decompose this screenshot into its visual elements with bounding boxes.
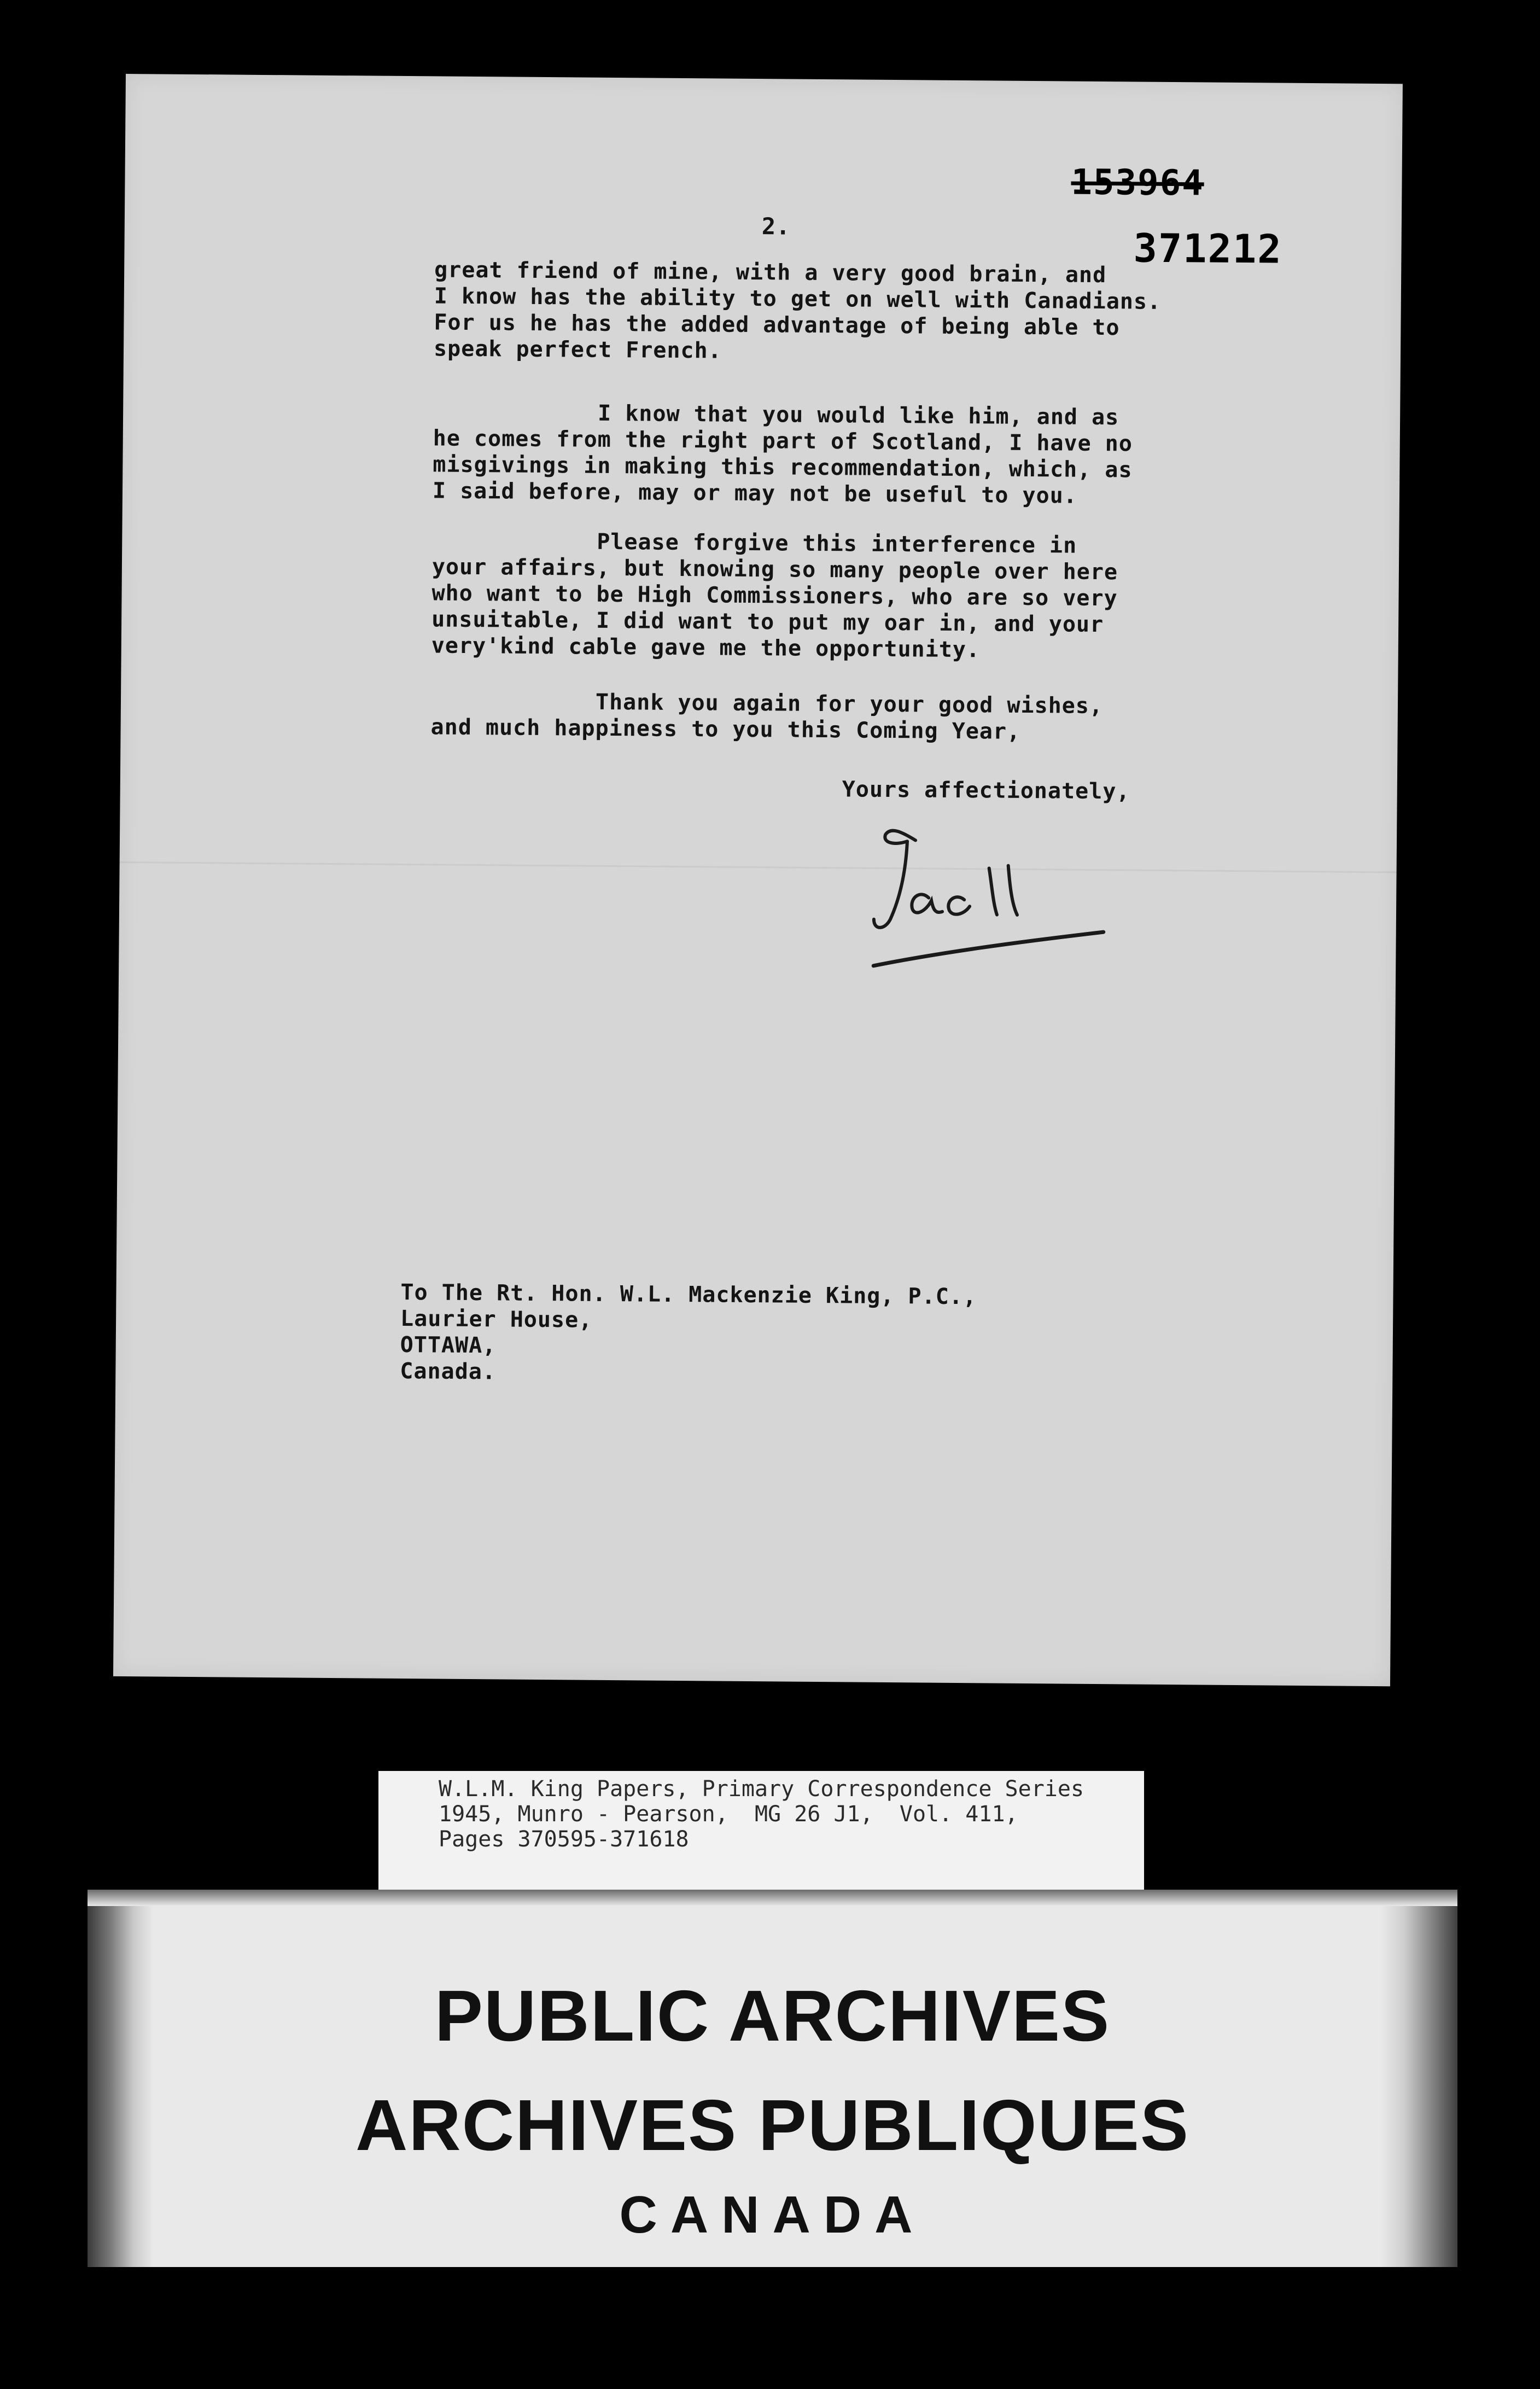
letter-page xyxy=(113,74,1403,1686)
stamp-line-country: CANADA xyxy=(619,2186,926,2244)
recipient-address: To The Rt. Hon. W.L. Mackenzie King, P.C., Laurier House, OTTAWA, Canada. xyxy=(400,1280,977,1385)
paragraph-3: Please forgive this interference in your affairs, but knowing so many people over here who want to be High Commissioners, who are so very unsuitable, I did want to put my oar in, and your very'kind cable gave me the opportunity. xyxy=(431,528,1118,663)
closing-salutation: Yours affectionately, xyxy=(842,777,1130,805)
document-number: 371212 xyxy=(1133,225,1282,272)
handwritten-signature xyxy=(862,802,1170,984)
paragraph-2: I know that you would like him, and as he comes from the right part of Scotland, I have no misgivings in making this recommendation, which, as I said before, may or may not be useful to you. xyxy=(432,399,1133,509)
stamp-edge-top xyxy=(88,1890,1457,1906)
archive-reference-text: W.L.M. King Papers, Primary Correspondence Series 1945, Munro - Pearson, MG 26 J1, Vol. 411, Pages 370595-371618 xyxy=(439,1776,1084,1852)
stamp-line-english: PUBLIC ARCHIVES xyxy=(434,1976,1111,2056)
archives-stamp xyxy=(88,1890,1457,2267)
archive-reference-label xyxy=(378,1771,1144,1894)
stamp-line-french: ARCHIVES PUBLIQUES xyxy=(355,2085,1189,2165)
page-number: 2. xyxy=(761,213,791,240)
paragraph-4: Thank you again for your good wishes, and much happiness to you this Coming Year, xyxy=(430,688,1104,744)
paragraph-1: great friend of mine, with a very good brain, and I know has the ability to get on well with Canadians. For us he has the added advantage of being able to speak perfect French. xyxy=(433,257,1162,364)
struck-document-number: 153964 xyxy=(1071,162,1204,204)
